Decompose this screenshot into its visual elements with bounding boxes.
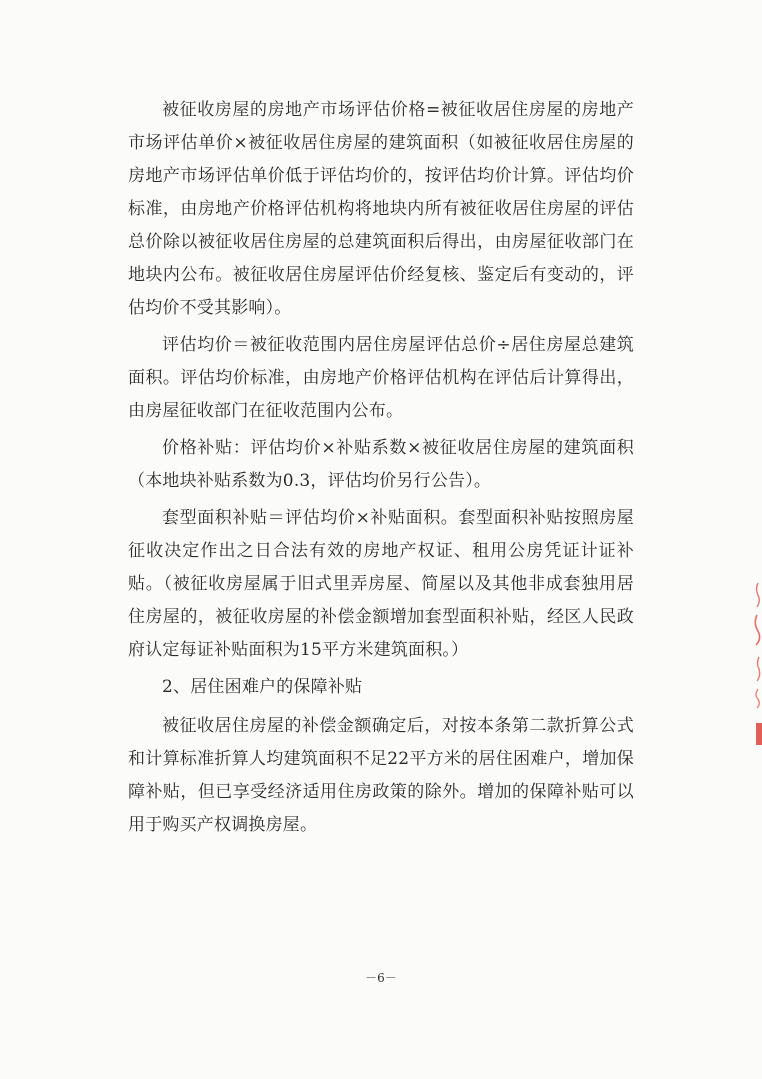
document-body (128, 94, 634, 846)
paragraph-hardship-subsidy: 被征收居住房屋的补偿金额确定后，对按本条第二款折算公式和计算标准折算人均建筑面积不足22平方米的居住困难户，增加保障补贴，但已享受经济适用住房政策的除外。增加的保障补贴可以用于购买产权调换房屋。 (128, 716, 634, 835)
paragraph-area-subsidy: 套型面积补贴＝评估均价×补贴面积。套型面积补贴按照房屋征收决定作出之日合法有效的房地产权证、租用公房凭证计证补贴。（被征收房屋属于旧式里弄房屋、简屋以及其他非成套独用居住房屋的，被征收房屋的补偿金额增加套型面积补贴，经区人民政府认定每证补贴面积为15平方米建筑面积。） (128, 508, 634, 660)
paragraph-market-price: 被征收房屋的房地产市场评估价格=被征收居住房屋的房地产市场评估单价×被征收居住房屋的建筑面积（如被征收居住房屋的房地产市场评估单价低于评估均价的，按评估均价计算。评估均价标准，由房地产价格评估机构将地块内所有被征收居住房屋的评估总价除以被征收居住房屋的总建筑面积后得出，由房屋征收部门在地块内公布。被征收居住房屋评估价经复核、鉴定后有变动的，评估均价不受其影响）。 (128, 100, 634, 318)
page-number: －6－ (365, 971, 397, 985)
paragraph-average-price: 评估均价＝被征收范围内居住房屋评估总价÷居住房屋总建筑面积。评估均价标准，由房地产价格评估机构在评估后计算得出，由房屋征收部门在征收范围内公布。 (128, 335, 634, 421)
paragraph-price-subsidy: 价格补贴：评估均价×补贴系数×被征收居住房屋的建筑面积（本地块补贴系数为0.3，评估均价另行公告）。 (128, 438, 634, 491)
seal-edge-mark (748, 575, 762, 755)
section-heading-hardship: 2、居住困难户的保障补贴 (162, 677, 363, 697)
